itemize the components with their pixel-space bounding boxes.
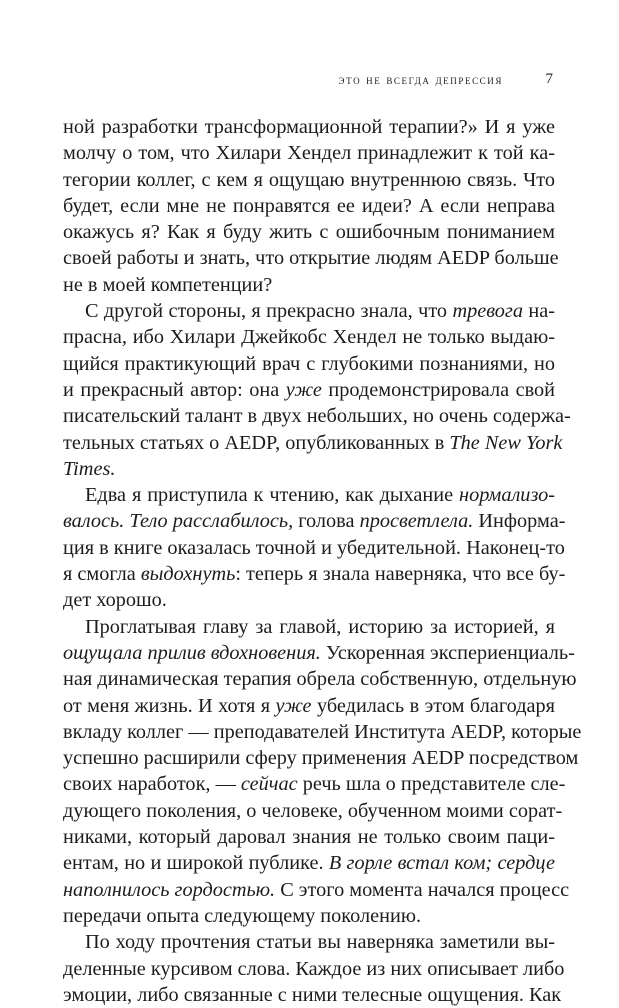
text-line xyxy=(63,850,555,876)
text-run: голова xyxy=(293,510,360,533)
text-line xyxy=(63,351,555,377)
text-run: дет хорошо. xyxy=(63,589,167,612)
text-run: вкладу коллег — преподавателей Института AEDP, которые xyxy=(63,720,582,743)
text-line xyxy=(63,430,563,456)
text-run: тельных статьях о AEDP, опубликованных в xyxy=(63,431,450,454)
text-line xyxy=(63,403,571,429)
text-run: не в моей компетенции? xyxy=(63,273,273,296)
text-line xyxy=(63,140,555,166)
text-line xyxy=(63,298,555,324)
text-run: на- xyxy=(522,300,555,323)
text-line xyxy=(63,456,555,482)
text-line xyxy=(63,745,579,771)
italic-text: В горле встал ком; сердце xyxy=(328,852,556,875)
text-run: тегории коллег, с кем я ощущаю внутреннюю связь. Что xyxy=(63,168,555,191)
text-line xyxy=(63,798,563,824)
text-run: и прекрасный автор: она xyxy=(63,378,286,401)
running-header xyxy=(63,72,553,94)
italic-text: наполнилось гордостью. xyxy=(63,878,276,901)
italic-text: уже xyxy=(275,694,312,717)
paragraph xyxy=(63,614,582,930)
text-run: Ускоренная экспериенциаль- xyxy=(320,641,575,664)
text-run: Проглатывая главу за главой, историю за историей, я xyxy=(85,615,555,638)
text-line xyxy=(63,535,565,561)
italic-text: валось. Тело расслабилось, xyxy=(63,510,294,533)
text-run: С другой стороны, я прекрасно знала, что xyxy=(85,300,453,323)
text-line xyxy=(63,508,566,534)
text-line xyxy=(63,771,566,797)
text-run: щийся практикующий врач с глубокими познаниями, но xyxy=(63,352,555,375)
text-run: прасна, ибо Хилари Джейкобс Хендел не только выдаю- xyxy=(63,326,555,349)
text-run: никами, который даровал знания не только своим паци- xyxy=(63,826,555,849)
text-line xyxy=(63,719,582,745)
text-line xyxy=(63,903,555,929)
text-line xyxy=(63,587,555,613)
text-line xyxy=(63,114,555,140)
text-line xyxy=(63,693,555,719)
body-text xyxy=(63,114,582,1008)
text-line xyxy=(63,482,555,508)
text-line xyxy=(63,219,555,245)
text-run: успешно расширили сферу применения AEDP посредством xyxy=(63,747,579,770)
italic-text: The New York xyxy=(449,431,563,454)
italic-text: уже xyxy=(285,378,322,401)
italic-text: Times. xyxy=(63,457,116,480)
text-line xyxy=(63,377,555,403)
italic-text: тревога xyxy=(452,300,523,323)
text-run: деленные курсивом слова. Каждое из них описывает либо xyxy=(63,957,565,980)
text-line xyxy=(63,245,559,271)
text-run: речь шла о представителе сле- xyxy=(297,773,566,796)
text-run: Информа- xyxy=(473,510,566,533)
text-run: дующего поколения, о человеке, обученном моими сорат- xyxy=(63,799,563,822)
text-line xyxy=(63,272,555,298)
text-run: писательский талант в двух небольших, но очень содержа- xyxy=(63,405,571,428)
text-run: своих наработок, — xyxy=(63,773,241,796)
text-run: ной разработки трансформационной терапии?» И я уже xyxy=(63,116,555,138)
text-run: ная динамическая терапия обрела собственную, отдельную xyxy=(63,668,577,691)
text-run: эмоции, либо связанные с ними телесные ощущения. Как xyxy=(63,983,562,1006)
text-line xyxy=(63,167,555,193)
paragraph xyxy=(63,298,571,482)
text-run: Едва я приступила к чтению, как дыхание xyxy=(85,484,460,507)
text-run: от меня жизнь. И хотя я xyxy=(63,694,276,717)
text-line xyxy=(63,324,555,350)
italic-text: ощущала прилив вдохновения. xyxy=(63,641,321,664)
text-run: передачи опыта следующему поколению. xyxy=(63,904,422,927)
paragraph xyxy=(63,482,566,613)
text-run: По ходу прочтения статьи вы наверняка заметили вы- xyxy=(85,931,555,954)
text-line xyxy=(63,561,566,587)
text-run: ция в книге оказалась точной и убедительной. Наконец-то xyxy=(63,536,565,559)
text-line xyxy=(63,614,555,640)
text-run: будет, если мне не понравятся ее идеи? А если неправа xyxy=(63,194,555,217)
text-run: ентам, но и широкой публике. xyxy=(63,852,329,875)
text-run: убедилась в этом благодаря xyxy=(311,694,555,717)
text-line xyxy=(63,929,555,955)
text-line xyxy=(63,877,570,903)
running-title: это не всегда депрессия xyxy=(338,72,503,87)
text-run: С этого момента начался процесс xyxy=(275,878,570,901)
text-line xyxy=(63,982,562,1008)
text-run: : теперь я знала наверняка, что все бу- xyxy=(235,563,566,586)
page-number: 7 xyxy=(545,71,553,87)
text-run: продемонстрировала свой xyxy=(321,378,556,401)
text-line xyxy=(63,666,577,692)
italic-text: нормализо- xyxy=(459,484,555,507)
text-run: своей работы и знать, что открытие людям AEDP больше xyxy=(63,247,559,270)
paragraph xyxy=(63,114,559,298)
text-line xyxy=(63,824,555,850)
text-line xyxy=(63,640,575,666)
text-line xyxy=(63,956,565,982)
text-run: окажусь я? Как я буду жить с ошибочным пониманием xyxy=(63,221,555,244)
text-run: молчу о том, что Хилари Хендел принадлежит к той ка- xyxy=(63,142,555,165)
paragraph xyxy=(63,929,565,1008)
italic-text: сейчас xyxy=(240,773,298,796)
text-run: я смогла xyxy=(63,563,141,586)
italic-text: выдохнуть xyxy=(140,563,236,586)
italic-text: просветлела. xyxy=(359,510,474,533)
text-line xyxy=(63,193,555,219)
